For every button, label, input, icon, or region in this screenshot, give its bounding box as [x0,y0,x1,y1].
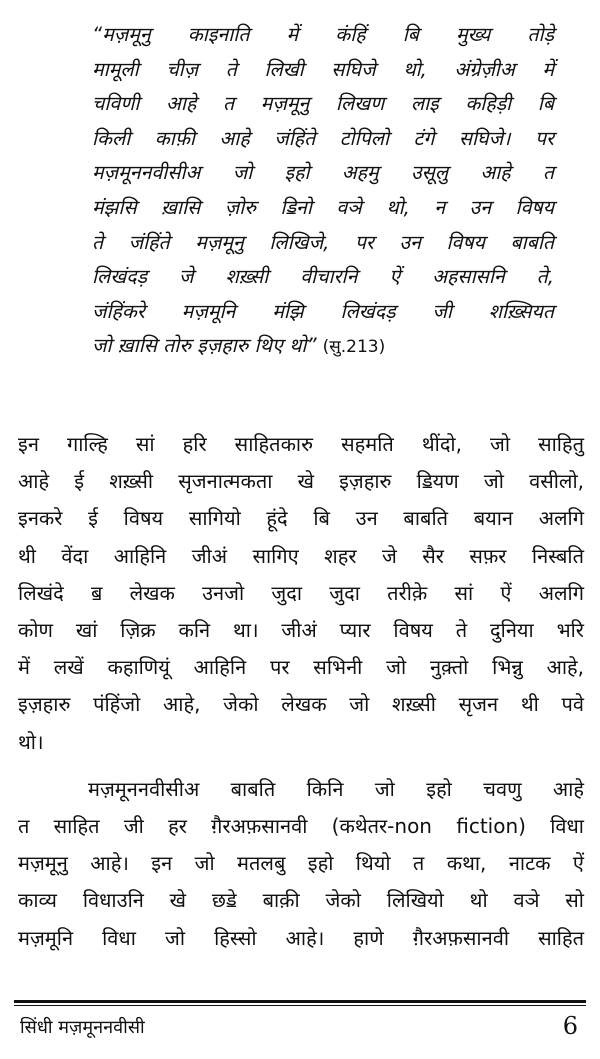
body-line: में लखें कहाणियूं आहिनि पर सभिनी जो नुक़्तो भिन्नु आहे, [18,655,584,680]
body-line: मज़मूनि विधा जो हिस्सो आहे। हाणे ग़ैरअफ़सानवी साहित [18,925,584,950]
body-line: मज़मूननवीसीअ बाबति किनि जो इहो चवणु आहे [88,776,584,801]
body-line: इन गाल्हि सां हरि साहितकारु सहमति थींदो, जो साहितु [18,432,584,456]
body-line: काव्य विधाउनि खे छॾे बाक़ी जेको लिखियो थो वञे सो [18,888,584,913]
quote-line: मंझसि ख़ासि ज़ोरु ॾिनो वञे थो, न उन विषय [92,195,554,219]
page-number: 6 [562,1012,578,1040]
quote-line: जंहिंकरे मज़मूनि मंझि लिखंदड़ जी शख़्सियत [92,299,554,323]
body-line: मज़मूनु आहे। इन जो मतलबु इहो थियो त कथा, नाटक ऐं [18,851,584,876]
quote-line: ते जंहिंते मज़मूनु लिखिजे, पर उन विषय बाबति [92,230,554,254]
quote-line: किली काफ़ी आहे जंहिंते टोपिलो टंगे सघिजे। पर [92,126,554,150]
quote-line: मज़मूननवीसीअ जो इहो अहमु उसूलु आहे त [92,161,554,185]
body-line: आहे ई शख़्सी सृजनात्मकता खे इज़हारु ॾियण जो वसीलो, [18,469,584,494]
body-line: थो। [18,729,44,754]
footer-rule-thick [14,1000,586,1003]
paragraph-2 [18,771,584,957]
quote-citation: (सु.213) [322,337,386,358]
body-line: इज़हारु पंहिंजो आहे, जेको लेखक जो शख़्सी सृजन थी पवे [18,692,584,717]
body-line: इनकरे ई विषय सागियो हूंदे बि उन बाबति बयान अलगि [18,506,584,531]
quote-line: “मज़मूनु काइनाति में कंहिं बि मुख्य तोड़े [92,23,554,46]
quote-line: मामूली चीज़ ते लिखी सघिजे थो, अंग्रेज़ीअ में [92,57,554,81]
body-text [18,426,584,957]
paragraph-1 [18,426,584,761]
quote-line: लिखंदड़ जे शख़्सी वीचारनि ऐं अहसासनि ते, [92,265,554,289]
body-line: थी वेंदा आहिनि जीअं सागिए शहर जे सैर सफ़र निस्बति [18,543,584,568]
quote-line: जो ख़ासि तोरु इज़हारु थिए थो” [92,334,317,358]
quote-line: चविणी आहे त मज़मूनु लिखण लाइ कहिड़ी बि [92,92,554,116]
body-line: कोण खां ज़िक्र कनि था। जीअं प्यार विषय ते दुनिया भरि [18,618,584,643]
footer-rule-thin [14,1005,586,1006]
footer-book-title: सिंधी मज़मूननवीसी [20,1017,145,1038]
block-quote [92,18,554,365]
body-line: त साहित जी हर ग़ैरअफ़सानवी (कथेतर-non fiction) विधा [18,814,584,839]
quote-last-line [92,329,554,365]
body-line: लिखंदे ॿ लेखक उनजो जुदा जुदा तरीक़े सां ऐं अलगि [18,580,584,605]
